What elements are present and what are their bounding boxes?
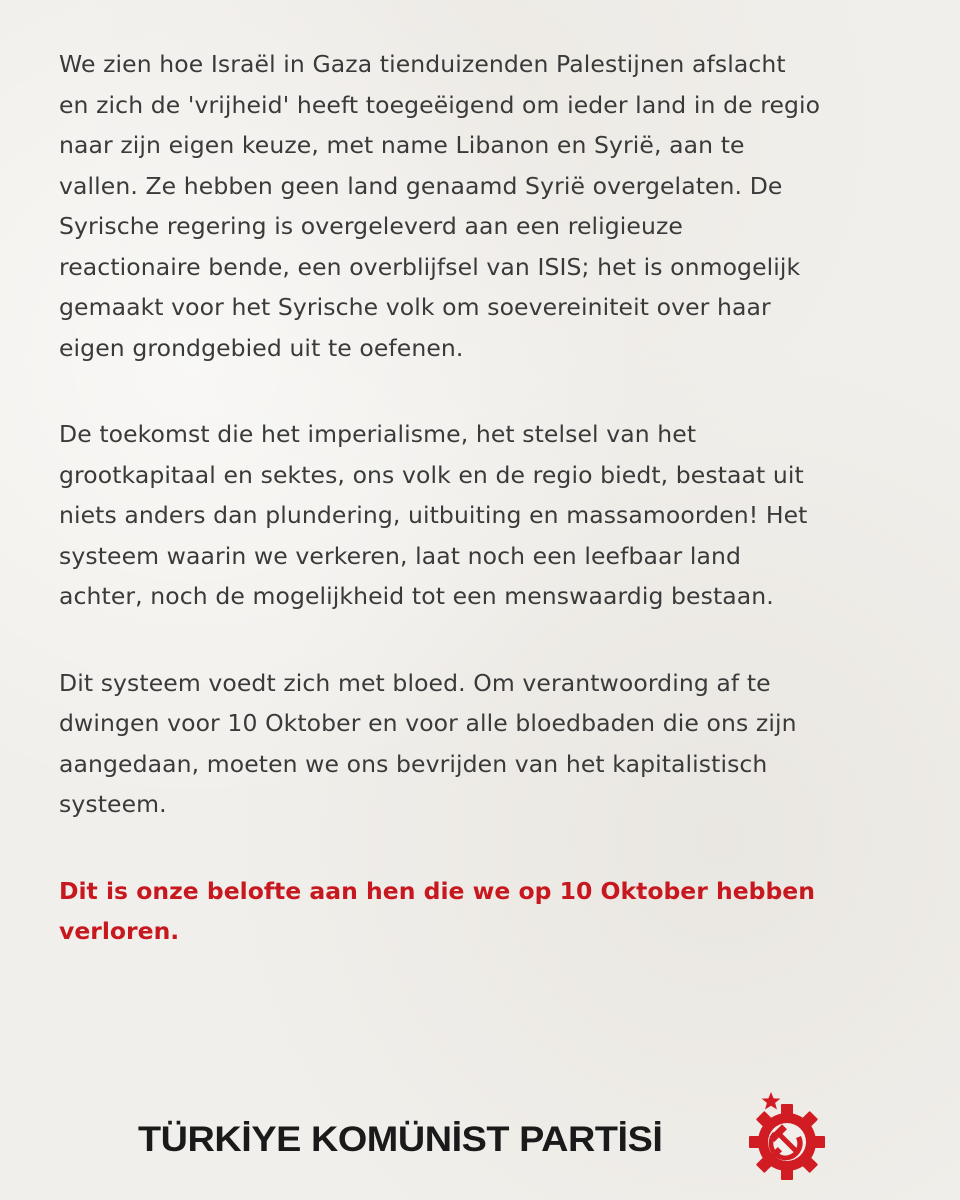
text-line: We zien hoe Israël in Gaza tienduizenden Palestijnen afslacht xyxy=(59,50,786,78)
text-line: aangedaan, moeten we ons bevrijden van het kapitalistisch xyxy=(59,749,768,778)
text-line: grootkapitaal en sektes, ons volk en de regio biedt, bestaat uit xyxy=(59,460,804,489)
text-line: naar zijn eigen keuze, met name Libanon en Syrië, aan te xyxy=(59,131,745,159)
text-line: Dit systeem voedt zich met bloed. Om verantwoording af te xyxy=(59,668,771,697)
paragraph-system xyxy=(59,663,909,825)
party-name: TÜRKİYE KOMÜNİST PARTİSİ xyxy=(138,1120,663,1159)
text-line: niets anders dan plundering, uitbuiting en massamoorden! Het xyxy=(59,501,808,529)
hammer-sickle-gear-star-icon xyxy=(741,1090,831,1182)
text-line: dwingen voor 10 Oktober en voor alle bloedbaden die ons zijn xyxy=(59,709,797,737)
text-line: De toekomst die het imperialisme, het stelsel van het xyxy=(59,420,697,448)
statement-body xyxy=(59,44,909,952)
text-line: gemaakt voor het Syrische volk om soevereiniteit over haar xyxy=(59,293,771,321)
text-line: eigen grondgebied uit te oefenen. xyxy=(59,333,464,362)
footer-signature xyxy=(138,1090,838,1180)
text-line: achter, noch de mogelijkheid tot een menswaardig bestaan. xyxy=(59,582,774,610)
paragraph-imperialism xyxy=(59,414,909,617)
text-line: systeem waarin we verkeren, laat noch een leefbaar land xyxy=(59,541,741,570)
paragraph-israel-gaza xyxy=(59,44,909,368)
text-line: en zich de 'vrijheid' heeft toegeëigend om ieder land in de regio xyxy=(59,90,821,119)
text-line: vallen. Ze hebben geen land genaamd Syrië overgelaten. De xyxy=(59,171,783,200)
text-line: systeem. xyxy=(59,790,167,818)
text-line: Dit is onze belofte aan hen die we op 10 Oktober hebben xyxy=(59,876,815,905)
star-icon xyxy=(762,1092,781,1110)
text-line: reactionaire bende, een overblijfsel van ISIS; het is onmogelijk xyxy=(59,252,801,281)
promise-statement xyxy=(59,871,909,952)
text-line: verloren. xyxy=(59,917,180,945)
text-line: Syrische regering is overgeleverd aan een religieuze xyxy=(59,212,683,240)
